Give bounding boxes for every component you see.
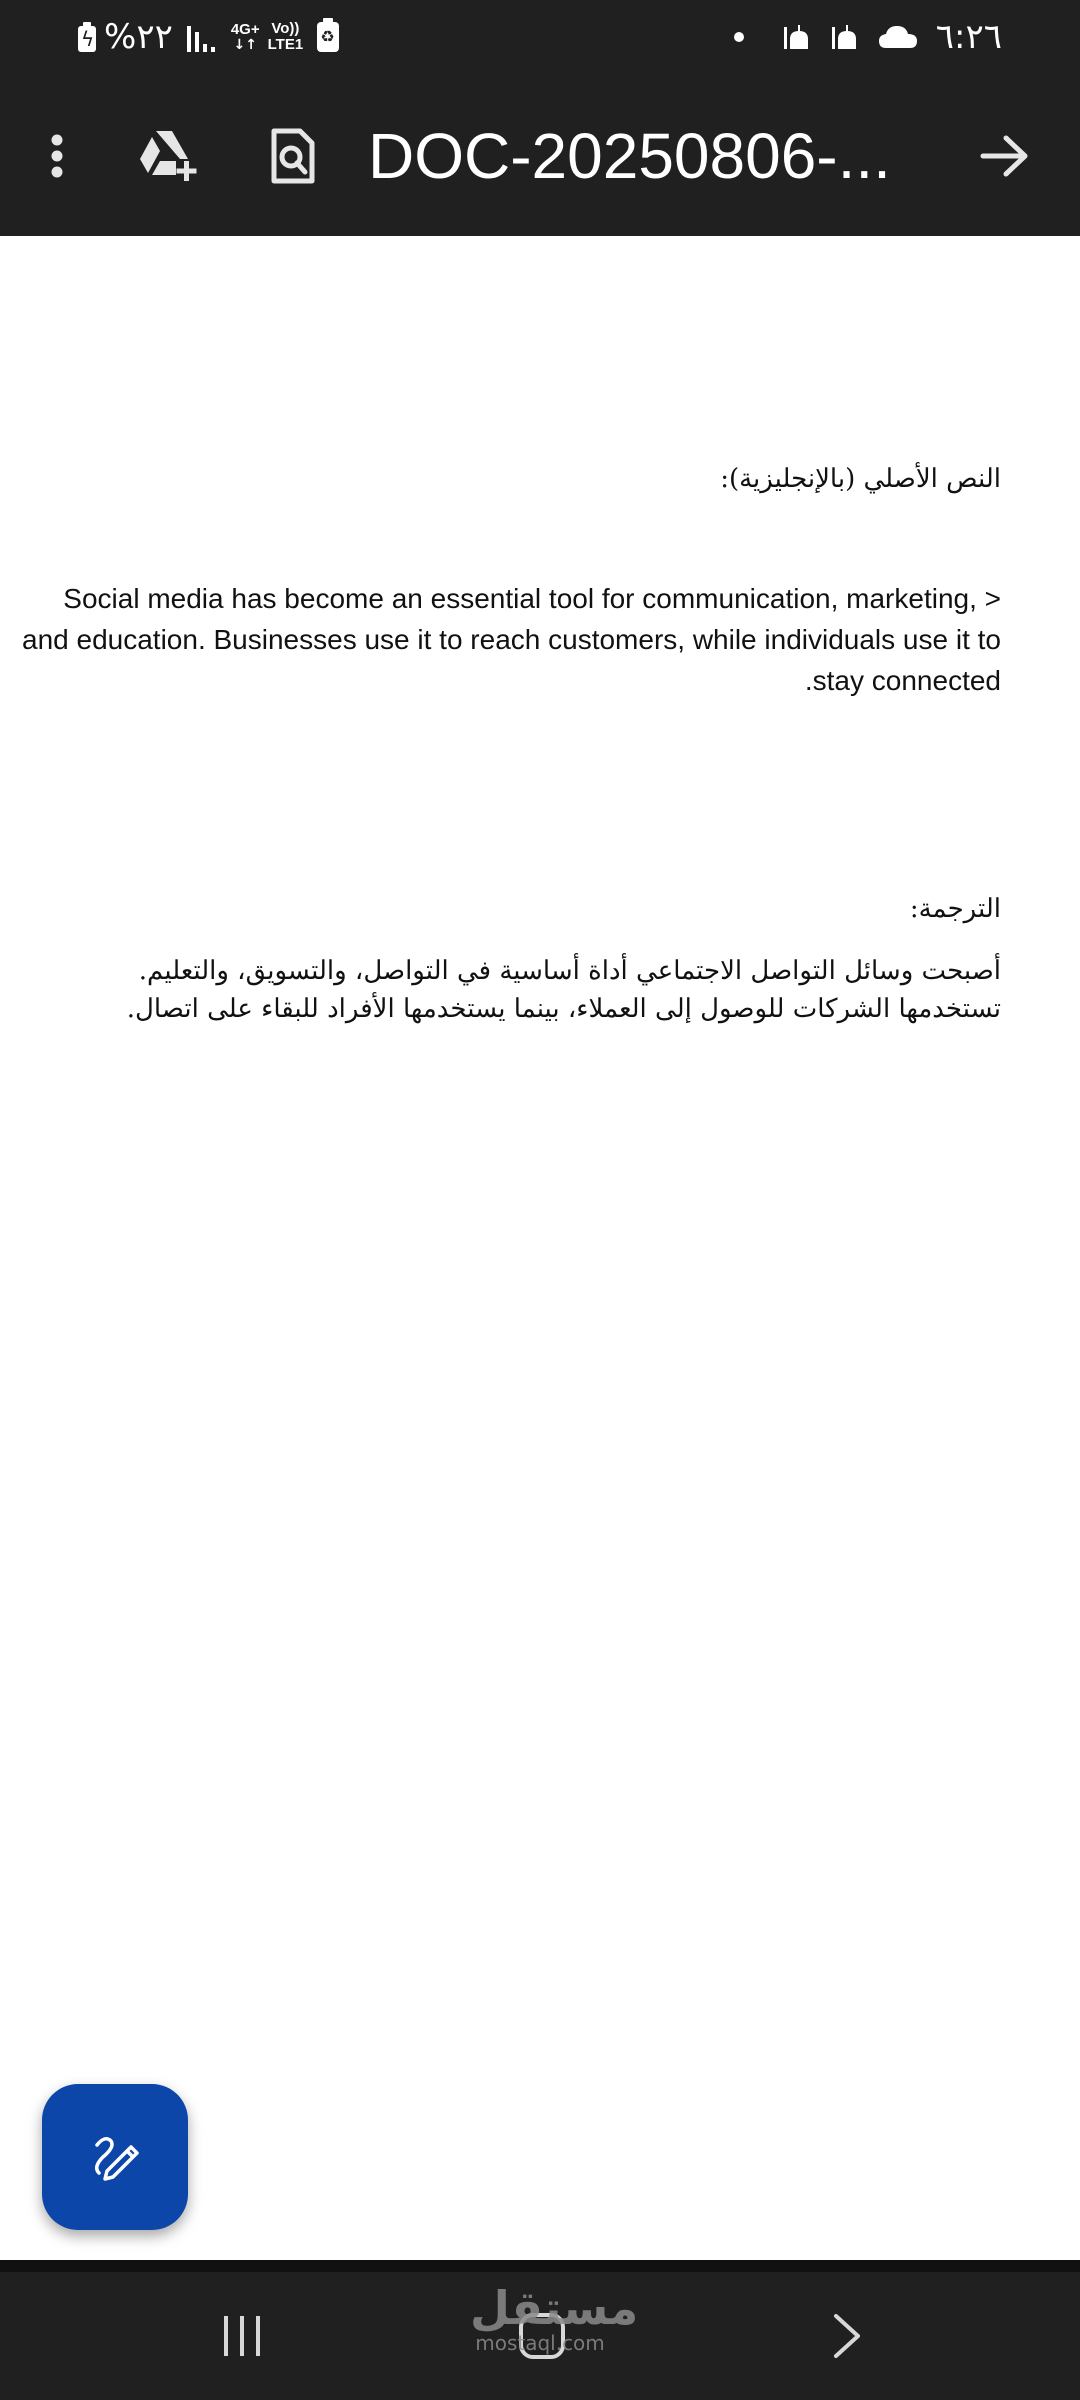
watermark-arabic: مستقل [470,2281,639,2335]
clock-time: ٦:٢٦ [935,17,1002,57]
arabic-paragraph: أصبحت وسائل التواصل الاجتماعي أداة أساسية في التواصل، والتسويق، والتعليم. تستخدمها الشركات للوصول إلى العملاء، بينما يستخدمها الأفراد للبقاء على اتصال. [126,956,1001,1024]
recent-apps-icon[interactable] [220,2314,264,2358]
cloud-icon [878,24,918,50]
heading-translation: الترجمة: [909,894,1001,924]
signal-icon [187,22,215,52]
navigation-bar [0,2260,1080,2400]
back-icon[interactable] [830,2312,864,2360]
english-paragraph: Social media has become an essential tool for communication, marketing, > and education. Businesses use it to reach customers, while individuals use it to stay connected. [22,583,1001,696]
network-volte [268,21,304,53]
battery-charging-icon: ϟ [78,22,96,52]
heading-original-text: النص الأصلي (بالإنجليزية): [720,464,1001,494]
status-bar [0,0,1080,76]
dot-icon [734,32,744,42]
document-title: DOC-20250806-... [368,120,891,192]
find-in-page-icon[interactable] [270,127,316,185]
edit-pen-icon [85,2127,145,2187]
network-lte-label: LTE1 [267,36,304,53]
mosque-icon [782,23,812,51]
status-bar-right [734,14,1002,60]
forward-arrow-icon[interactable] [980,133,1030,179]
status-bar-left [78,14,339,60]
network-4g-label: 4G+ [230,21,260,38]
edit-fab-button[interactable] [42,2084,188,2230]
app-bar [0,76,1080,236]
network-type [231,22,260,52]
watermark-latin: mostaql.com [475,2331,605,2355]
more-vert-icon[interactable] [50,133,64,179]
document-page[interactable] [0,236,1080,2260]
recycle-battery-icon: ♻ [317,22,339,52]
battery-percentage: %٢٢ [104,17,173,57]
network-arrows-icon: ↓↑ [233,37,257,53]
network-volte-label: Vo)) [271,20,300,37]
drive-add-icon[interactable] [138,129,200,183]
mosque-icon [830,23,860,51]
home-icon[interactable] [518,2312,566,2360]
